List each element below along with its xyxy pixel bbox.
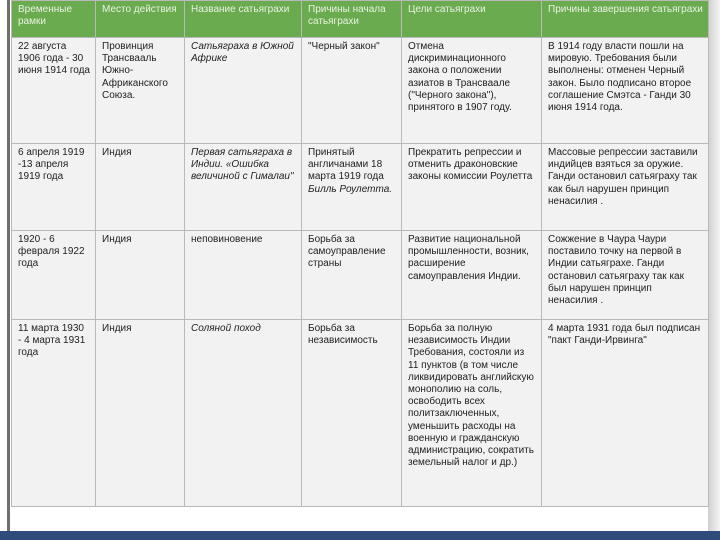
cell-place: Индия <box>96 320 185 507</box>
header-name: Название сатьяграхи <box>185 1 302 38</box>
cause-text: Принятый англичанами 18 марта 1919 года <box>308 147 384 183</box>
header-dates: Временные рамки <box>12 1 96 38</box>
cell-end: Массовые репрессии заставили индийцев взяться за оружие. Ганди остановил сатьяграху так как был нарушен принцип ненасилия . <box>542 144 709 231</box>
cell-end: Сожжение в Чаура Чаури поставило точку на первой в Индии сатьяграхе. Ганди остановил сатьяграху так как был нарушен принцип ненасилия . <box>542 231 709 320</box>
cell-goals: Развитие национальной промышленности, возник, расширение самоуправления Индии. <box>402 231 542 320</box>
table-row <box>12 320 709 507</box>
cell-place: Индия <box>96 231 185 320</box>
cell-goals: Прекратить репрессии и отменить драконовские законы комиссии Роулетта <box>402 144 542 231</box>
cell-goals: Борьба за полную независимость Индии Требования, состояли из 11 пунктов (в том числе ликвидировать английскую монополию на соль, освободить всех политзаключенных, уменьшить расходы на военную и гражданскую администрацию, сократить земельный налог и др.) <box>402 320 542 507</box>
cell-dates: 22 августа 1906 года - 30 июня 1914 года <box>12 38 96 144</box>
cell-causes: Борьба за самоуправление страны <box>302 231 402 320</box>
table-row <box>12 38 709 144</box>
header-end: Причины завершения сатьяграхи <box>542 1 709 38</box>
cell-name: Соляной поход <box>185 320 302 507</box>
cell-place: Индия <box>96 144 185 231</box>
cell-dates: 6 апреля 1919 -13 апреля 1919 года <box>12 144 96 231</box>
slide-bottom-bar <box>0 531 720 540</box>
slide-left-border <box>7 0 10 540</box>
cell-end: 4 марта 1931 года был подписан "пакт Ганди-Ирвинга" <box>542 320 709 507</box>
cell-name: Сатьяграха в Южной Африке <box>185 38 302 144</box>
table-row <box>12 144 709 231</box>
header-goals: Цели сатьяграхи <box>402 1 542 38</box>
cell-causes: Борьба за независимость <box>302 320 402 507</box>
header-causes: Причины начала сатьяграхи <box>302 1 402 38</box>
slide-right-shadow <box>708 0 720 540</box>
cell-place: Провинция Трансвааль Южно-Африканского Союза. <box>96 38 185 144</box>
cell-name: неповиновение <box>185 231 302 320</box>
cell-causes: "Черный закон" <box>302 38 402 144</box>
cell-name: Первая сатьяграха в Индии. «Ошибка величиной с Гималаи" <box>185 144 302 231</box>
satyagraha-table <box>11 0 709 507</box>
cause-law: Билль Роулетта. <box>308 183 393 195</box>
header-place: Место действия <box>96 1 185 38</box>
cell-dates: 11 марта 1930 - 4 марта 1931 года <box>12 320 96 507</box>
cell-dates: 1920 - 6 февраля 1922 года <box>12 231 96 320</box>
table-row <box>12 231 709 320</box>
cell-end: В 1914 году власти пошли на мировую. Требования были выполнены: отменен Черный закон. Было подписано второе соглашение Смэтса - Ганди 30 июня 1914 года. <box>542 38 709 144</box>
header-row <box>12 1 709 38</box>
cell-goals: Отмена дискриминационного закона о положении азиатов в Трансваале ("Черного закона"), принятого в 1907 году. <box>402 38 542 144</box>
cell-causes <box>302 144 402 231</box>
